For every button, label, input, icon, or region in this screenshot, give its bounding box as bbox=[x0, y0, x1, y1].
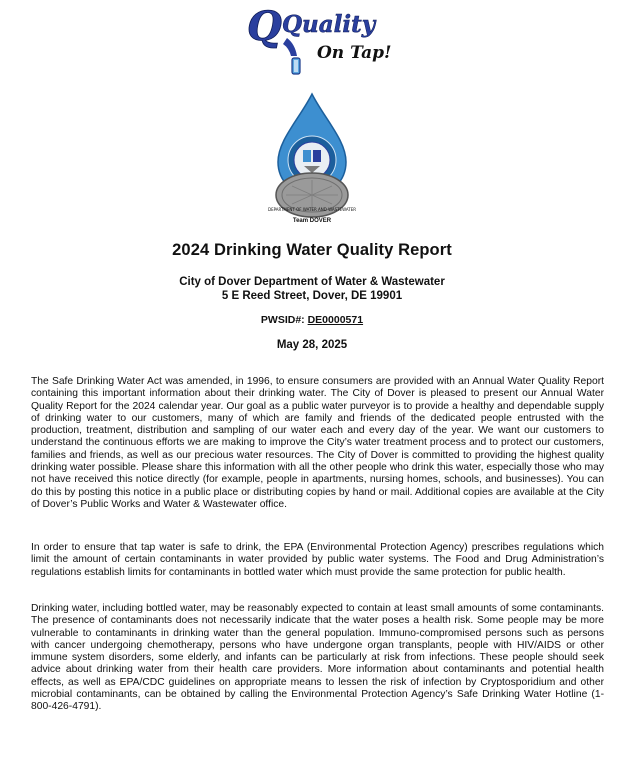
pwsid-label: PWSID#: bbox=[260, 314, 308, 326]
water-drop-seal-icon bbox=[0, 90, 624, 225]
organization-address: 5 E Reed Street, Dover, DE 19901 bbox=[221, 290, 403, 302]
contaminants-paragraph: Drinking water, including bottled water, may be reasonably expected to contain at least small amounts of some contaminants. The presence of contaminants does not necessarily indicate that the water poses a health risk. Some people may be more vulnerable to contaminants in drinking water than the general population. Immuno-compromised persons such as persons with cancer undergoing chemotherapy, persons who have undergone organ transplants, people with HIV/AIDS or other immune system disorders, some elderly, and infants can be particularly at risk from infections. These people should seek advice about drinking water from their health care providers. More information about contaminants and potential health effects, as well as EPA/CDC guidelines on appropriate means to lessen the risk of infection by Cryptosporidium and other microbial contaminants, can be obtained by calling the Environmental Protection Agency’s Safe Drinking Water Hotline (1-800-426-4791). bbox=[31, 603, 604, 713]
logo-quality-text: Quality bbox=[282, 11, 376, 38]
pwsid-line bbox=[0, 314, 624, 326]
organization-name: City of Dover Department of Water & Wastewater bbox=[179, 276, 445, 288]
faucet-logo-icon bbox=[0, 0, 624, 90]
intro-paragraph: The Safe Drinking Water Act was amended, in 1996, to ensure consumers are provided with an Annual Water Quality Report containing this important information about their drinking water. The City of Dover is pleased to present our Annual Water Quality Report for the 2024 calendar year. Our goal as a public water purveyor is to provide a healthy and dependable supply of drinking water to our customers, many of which are family and friends of the dedicated people entrusted with the production, treatment, distribution and sampling of our water each and every day of the year. We want our customers to understand the continuous efforts we are making to improve the City’s water treatment process and to protect our customers, families and friends, as well as our precious water resources. The City of Dover is committed to providing the highest quality drinking water possible. Please share this information with all the other people who drink this water, especially those who may not have received this notice directly (for example, people in apartments, nursing homes, schools, and businesses). You can do this by posting this notice in a public place or distributing copies by hand or mail. Additional copies are available at the City of Dover’s Public Works and Water & Wastewater office. bbox=[31, 376, 604, 510]
organization-block bbox=[0, 275, 624, 303]
team-dover-label: Team DOVER bbox=[292, 218, 332, 224]
svg-text:Q: Q bbox=[247, 3, 282, 50]
quality-on-tap-logo bbox=[0, 0, 624, 90]
logo-on-tap-text: On Tap! bbox=[317, 43, 392, 63]
team-dover-seal bbox=[0, 90, 624, 225]
pwsid-value: DE0000571 bbox=[307, 314, 364, 326]
report-title: 2024 Drinking Water Quality Report bbox=[172, 241, 452, 259]
seal-ring-text: DEPARTMENT OF WATER AND WASTEWATER bbox=[268, 207, 356, 212]
epa-regulations-paragraph: In order to ensure that tap water is safe to drink, the EPA (Environmental Protection Agency) prescribes regulations which limit the amount of certain contaminants in water provided by public water systems. The Food and Drug Administration’s regulations establish limits for contaminants in bottled water which must provide the same protection for public health. bbox=[31, 542, 604, 578]
report-date: May 28, 2025 bbox=[276, 339, 348, 351]
